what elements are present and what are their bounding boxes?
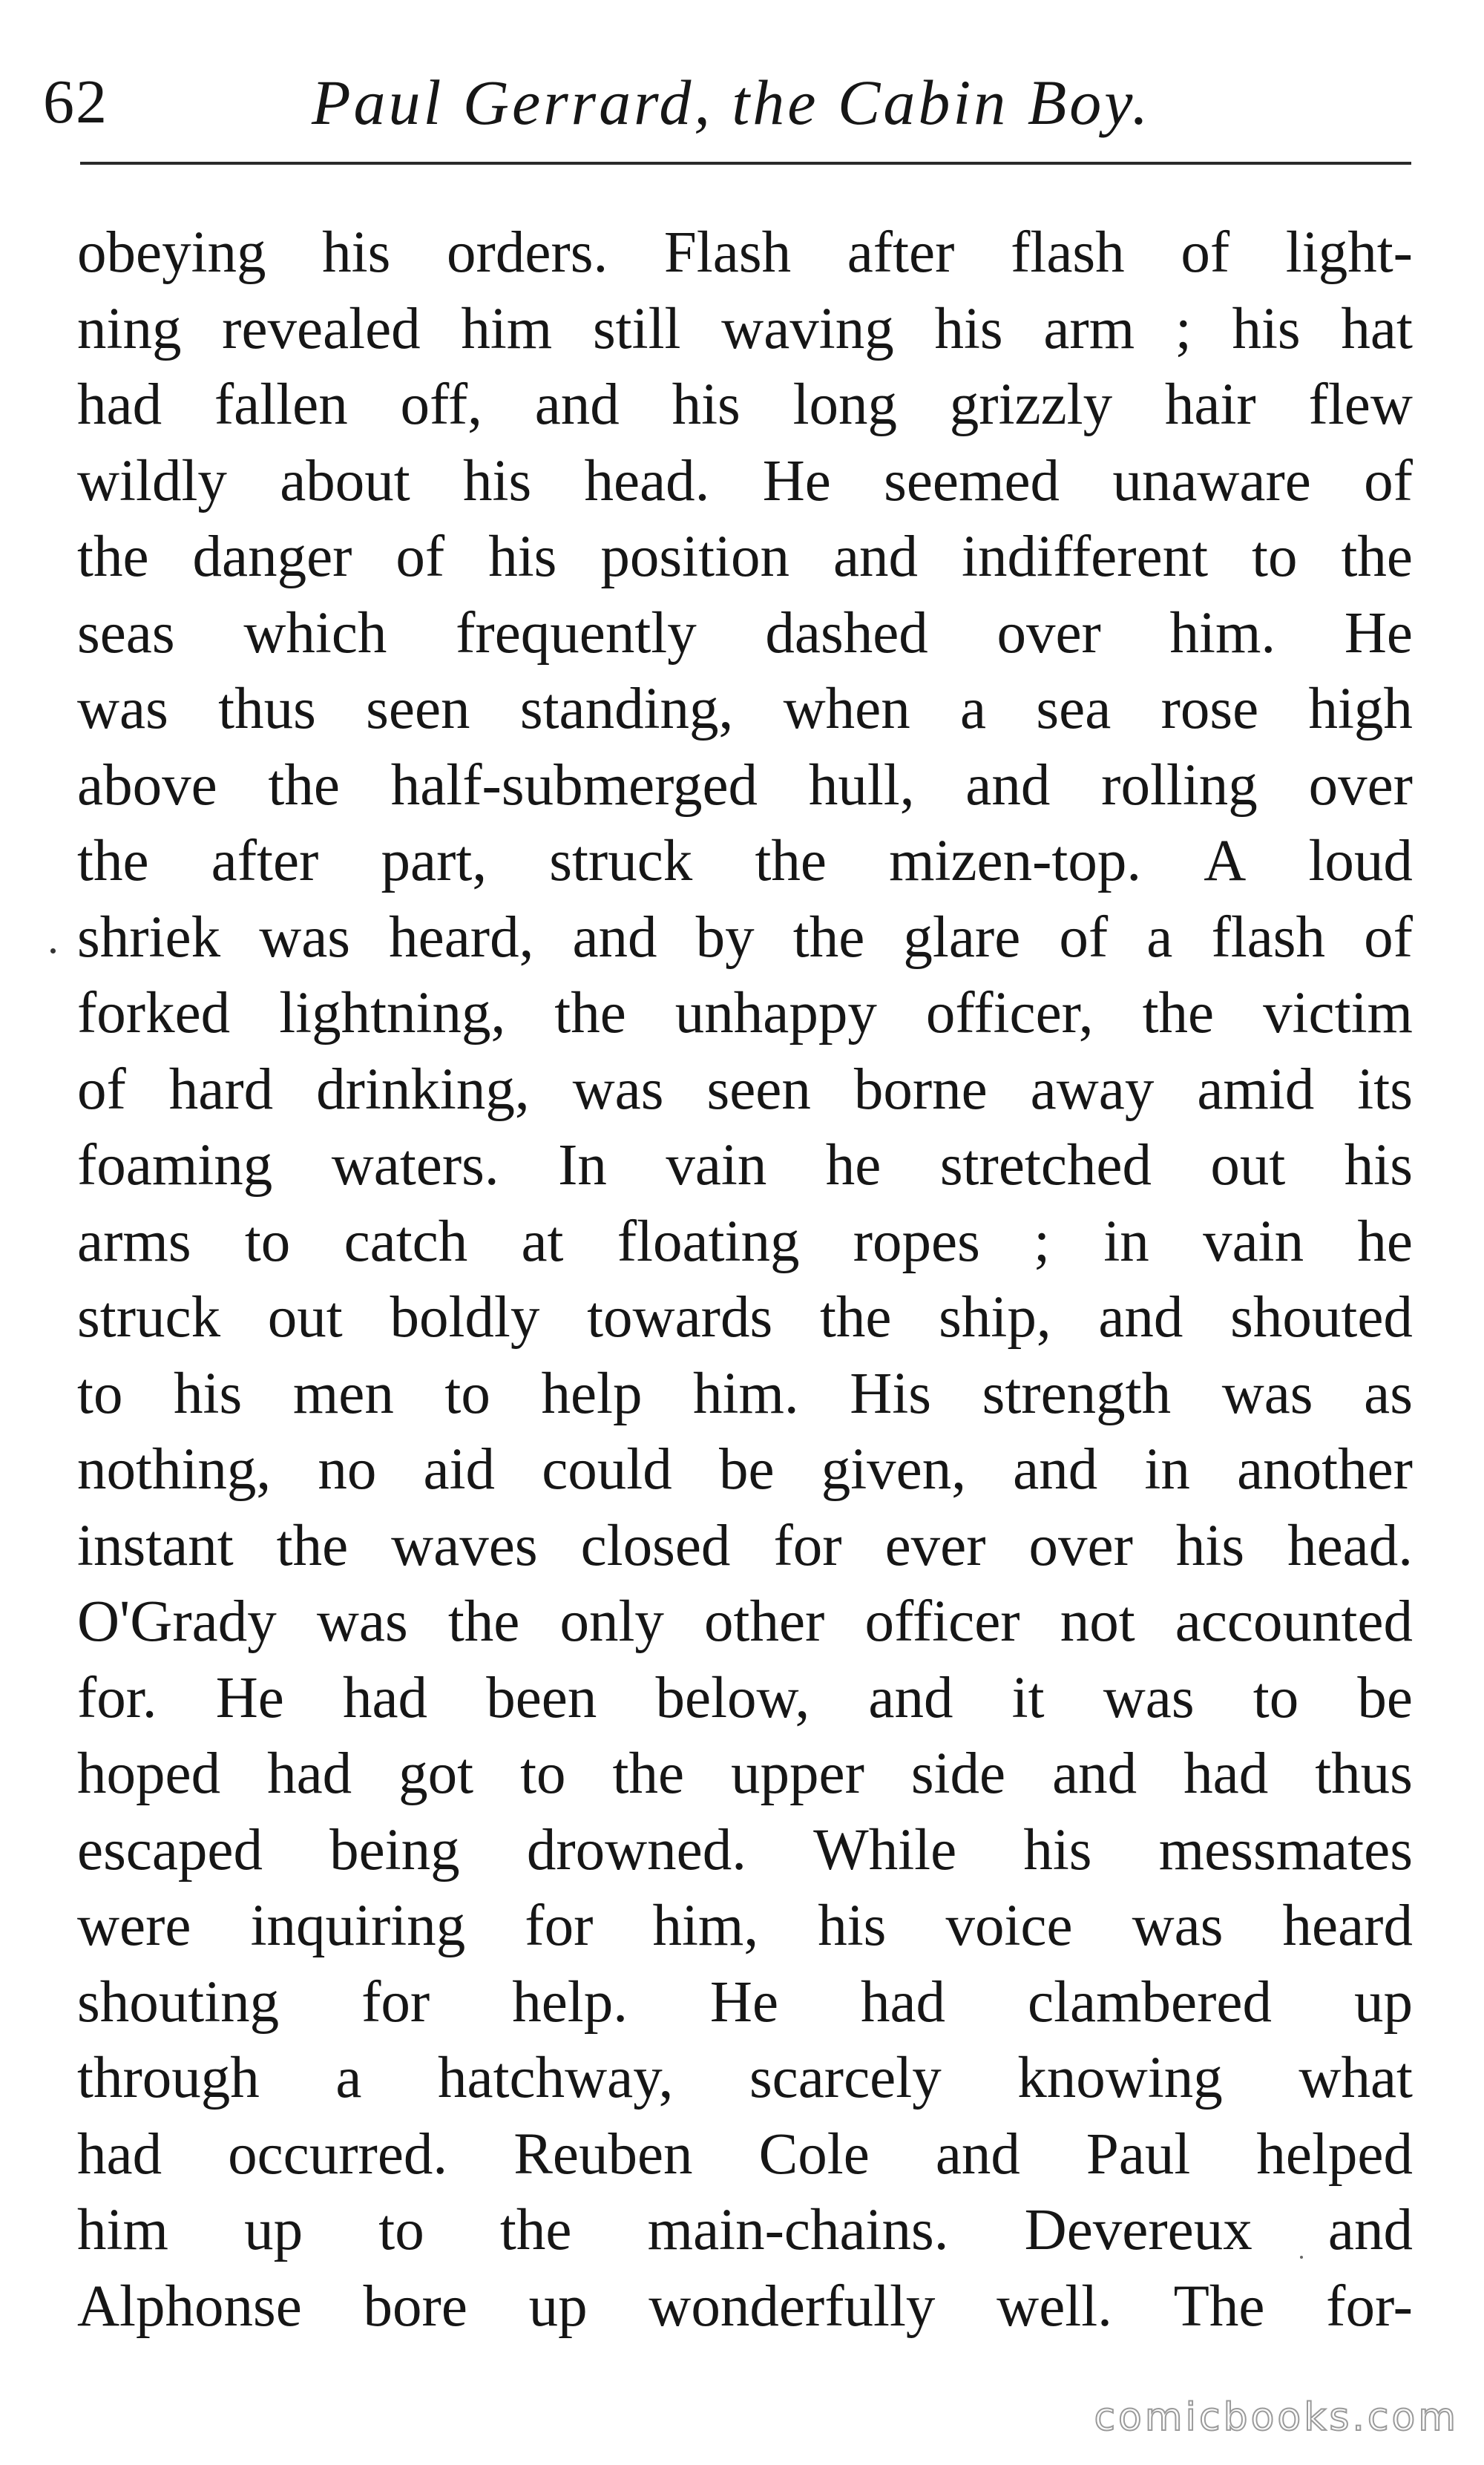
word: only <box>559 1589 664 1654</box>
word: for. <box>77 1665 157 1730</box>
word: the <box>819 1285 892 1350</box>
word: fallen <box>214 372 348 437</box>
word: to <box>77 1361 123 1426</box>
word: officer, <box>925 981 1094 1046</box>
text-line <box>77 1813 1413 1889</box>
word: his <box>1344 1133 1413 1198</box>
word: the <box>276 1513 349 1578</box>
word: While <box>813 1817 957 1883</box>
text-line <box>77 2269 1413 2346</box>
word: ; <box>1175 296 1192 361</box>
word: the <box>554 981 626 1046</box>
header-rule <box>80 162 1411 165</box>
word: high <box>1308 677 1413 741</box>
text-line <box>77 976 1413 1052</box>
word: Paul <box>1086 2121 1191 2187</box>
word: another <box>1237 1437 1413 1502</box>
word: below, <box>655 1665 810 1730</box>
word: glare <box>903 905 1021 970</box>
word: side <box>910 1742 1006 1806</box>
word: for <box>773 1513 842 1578</box>
word: ship, <box>939 1285 1051 1350</box>
word: over <box>1308 752 1413 818</box>
word: his <box>322 220 391 285</box>
word: to <box>1252 1665 1299 1730</box>
text-line <box>77 444 1413 520</box>
word: what <box>1298 2046 1413 2110</box>
word: indifferent <box>962 525 1209 589</box>
word: no <box>318 1437 377 1502</box>
word: had <box>1183 1742 1269 1806</box>
word: and <box>572 905 657 970</box>
word: which <box>243 600 387 666</box>
word: through <box>77 2046 260 2110</box>
word: was <box>1103 1665 1195 1730</box>
word: away <box>1030 1057 1155 1122</box>
word: of <box>1364 448 1413 513</box>
word: had <box>77 372 162 437</box>
word: hoped <box>77 1742 221 1806</box>
word: was <box>77 677 168 741</box>
word: help. <box>512 1969 628 2035</box>
word: waters. <box>331 1133 499 1198</box>
word: helped <box>1256 2121 1413 2187</box>
word: flash <box>1011 220 1125 285</box>
word: He <box>762 448 831 513</box>
word: rose <box>1160 677 1259 741</box>
word: officer <box>864 1589 1020 1654</box>
word: In <box>558 1133 607 1198</box>
word: hull, <box>808 752 915 818</box>
word: the <box>77 829 149 893</box>
word: loud <box>1308 829 1413 893</box>
word: struck <box>549 829 693 893</box>
word: Alphonse <box>77 2274 302 2339</box>
word: mizen-top. <box>889 829 1142 893</box>
text-line <box>77 1661 1413 1737</box>
word: voice <box>945 1894 1073 1958</box>
word: to <box>1252 525 1298 589</box>
text-line <box>77 292 1413 368</box>
word: foaming <box>77 1133 273 1198</box>
word: seemed <box>884 448 1060 513</box>
word: was <box>259 905 351 970</box>
word: forked <box>77 981 231 1046</box>
word: him. <box>693 1361 799 1426</box>
word: by <box>695 905 755 970</box>
text-line <box>77 596 1413 672</box>
word: dashed <box>765 600 928 666</box>
word: men <box>292 1361 394 1426</box>
word: and <box>868 1665 953 1730</box>
word: drinking, <box>316 1057 530 1122</box>
body-text <box>77 215 1413 2345</box>
word: him. <box>1169 600 1276 666</box>
word: up <box>244 2198 303 2262</box>
word: the <box>612 1742 685 1806</box>
text-line <box>77 1052 1413 1129</box>
word: him <box>461 296 553 361</box>
word: wildly <box>77 448 227 513</box>
text-line <box>77 748 1413 824</box>
word: was <box>1221 1361 1313 1426</box>
text-line <box>77 1509 1413 1585</box>
word: be <box>1357 1665 1413 1730</box>
word: and <box>1327 2198 1413 2262</box>
word: instant <box>77 1513 234 1578</box>
word: off, <box>400 372 482 437</box>
word: up <box>528 2274 588 2339</box>
word: boldly <box>390 1285 540 1350</box>
word: O'Grady <box>77 1589 277 1654</box>
word: his <box>672 372 741 437</box>
word: The <box>1173 2274 1265 2339</box>
word: his <box>488 525 557 589</box>
word: after <box>211 829 319 893</box>
word: main-chains. <box>647 2198 949 2262</box>
word: heard <box>1282 1894 1413 1958</box>
watermark: comicbooks.com <box>1094 2395 1459 2440</box>
word: obeying <box>77 220 266 285</box>
word: waves <box>391 1513 538 1578</box>
word: catch <box>344 1209 468 1274</box>
word: the <box>499 2198 572 2262</box>
word: He <box>709 1969 779 2035</box>
word: thus <box>218 677 316 741</box>
text-line <box>77 1204 1413 1281</box>
text-line <box>77 215 1413 292</box>
word: His <box>850 1361 932 1426</box>
word: Cole <box>758 2121 870 2187</box>
word: its <box>1357 1057 1413 1122</box>
word: to <box>520 1742 566 1806</box>
word: seen <box>366 677 470 741</box>
word: flew <box>1308 372 1413 437</box>
word: in <box>1103 1209 1149 1274</box>
word: aid <box>423 1437 496 1502</box>
text-line <box>77 824 1413 900</box>
word: other <box>704 1589 825 1654</box>
text-line <box>77 672 1413 748</box>
word: danger <box>192 525 352 589</box>
word: the <box>447 1589 520 1654</box>
word: unhappy <box>674 981 877 1046</box>
text-line <box>77 2041 1413 2117</box>
text-line <box>77 1280 1413 1356</box>
word: the <box>1142 981 1215 1046</box>
word: drowned. <box>526 1817 747 1883</box>
word: position <box>600 525 789 589</box>
word: of <box>1181 220 1230 285</box>
word: and <box>534 372 620 437</box>
word: He <box>215 1665 284 1730</box>
word: got <box>398 1742 474 1806</box>
word: to <box>378 2198 424 2262</box>
word: ning <box>77 296 182 361</box>
word: a <box>960 677 987 741</box>
word: his <box>818 1894 887 1958</box>
word: standing, <box>519 677 734 741</box>
word: strength <box>982 1361 1172 1426</box>
word: arm <box>1043 296 1135 361</box>
word: and <box>1052 1742 1137 1806</box>
word: as <box>1364 1361 1413 1426</box>
word: could <box>542 1437 672 1502</box>
word: grizzly <box>949 372 1113 437</box>
word: scarcely <box>749 2046 942 2110</box>
word: the <box>792 905 865 970</box>
word: after <box>847 220 955 285</box>
word: it <box>1011 1665 1045 1730</box>
text-line <box>77 1888 1413 1965</box>
word: for <box>525 1894 594 1958</box>
word: at <box>521 1209 564 1274</box>
word: He <box>1344 600 1413 666</box>
word: long <box>792 372 898 437</box>
word: half-submerged <box>390 752 758 818</box>
word: nothing, <box>77 1437 272 1502</box>
word: frequently <box>456 600 697 666</box>
margin-speck <box>50 948 56 953</box>
word: of <box>395 525 445 589</box>
word: light- <box>1285 220 1413 285</box>
word: shouted <box>1230 1285 1413 1350</box>
word: Flash <box>663 220 792 285</box>
word: him, <box>652 1894 759 1958</box>
word: still <box>592 296 681 361</box>
word: for- <box>1326 2274 1413 2339</box>
word: to <box>444 1361 490 1426</box>
word: rolling <box>1101 752 1258 818</box>
text-line <box>77 367 1413 444</box>
word: out <box>1210 1133 1286 1198</box>
text-line <box>77 1356 1413 1433</box>
word: was <box>316 1589 408 1654</box>
word: struck <box>77 1285 221 1350</box>
word: A <box>1204 829 1247 893</box>
word: hair <box>1164 372 1256 437</box>
word: over <box>997 600 1101 666</box>
word: of <box>1059 905 1109 970</box>
word: shriek <box>77 905 221 970</box>
running-title: Paul Gerrard, the Cabin Boy. <box>312 67 1152 138</box>
page-speck <box>1300 2256 1303 2259</box>
word: accounted <box>1175 1589 1413 1654</box>
word: were <box>77 1894 191 1958</box>
word: floating <box>617 1209 800 1274</box>
word: his <box>1232 296 1301 361</box>
text-line <box>77 519 1413 596</box>
text-line <box>77 900 1413 977</box>
word: vain <box>666 1133 767 1198</box>
word: bore <box>363 2274 467 2339</box>
word: and <box>1013 1437 1098 1502</box>
word: had <box>77 2121 162 2187</box>
word: ever <box>884 1513 986 1578</box>
word: stretched <box>939 1133 1152 1198</box>
word: had <box>267 1742 352 1806</box>
word: his <box>1023 1817 1092 1883</box>
word: revealed <box>222 296 421 361</box>
word: his <box>934 296 1003 361</box>
word: for <box>361 1969 430 2035</box>
text-line <box>77 1965 1413 2041</box>
word: victim <box>1263 981 1413 1046</box>
word: inquiring <box>250 1894 466 1958</box>
word: part, <box>381 829 487 893</box>
word: about <box>280 448 410 513</box>
word: and <box>833 525 919 589</box>
word: the <box>1341 525 1413 589</box>
word: the <box>755 829 827 893</box>
word: wonderfully <box>649 2274 936 2339</box>
word: the <box>77 525 149 589</box>
word: be <box>718 1437 775 1502</box>
word: hat <box>1341 296 1413 361</box>
word: up <box>1353 1969 1413 2035</box>
running-header <box>0 52 1484 163</box>
word: the <box>268 752 340 818</box>
word: seen <box>706 1057 811 1122</box>
word: a <box>335 2046 362 2110</box>
word: and <box>965 752 1051 818</box>
word: borne <box>853 1057 988 1122</box>
word: flash <box>1211 905 1326 970</box>
word: his <box>1175 1513 1245 1578</box>
word: messmates <box>1158 1817 1413 1883</box>
text-line <box>77 1584 1413 1661</box>
text-line <box>77 1736 1413 1813</box>
text-line <box>77 1432 1413 1509</box>
word: out <box>267 1285 343 1350</box>
word: ; <box>1034 1209 1051 1274</box>
word: seas <box>77 600 175 666</box>
word: orders. <box>447 220 608 285</box>
word: when <box>783 677 910 741</box>
word: to <box>244 1209 291 1274</box>
page-number: 62 <box>43 68 108 137</box>
word: he <box>825 1133 881 1198</box>
word: hard <box>168 1057 274 1122</box>
word: given, <box>821 1437 966 1502</box>
word: knowing <box>1017 2046 1223 2110</box>
word: waving <box>721 296 894 361</box>
word: arms <box>77 1209 191 1274</box>
word: escaped <box>77 1817 263 1883</box>
word: hatchway, <box>438 2046 674 2110</box>
text-line <box>77 2193 1413 2269</box>
word: a <box>1146 905 1173 970</box>
word: being <box>329 1817 460 1883</box>
word: had <box>342 1665 428 1730</box>
word: sea <box>1036 677 1112 741</box>
word: head. <box>1287 1513 1413 1578</box>
word: thus <box>1315 1742 1413 1806</box>
word: was <box>572 1057 664 1122</box>
word: above <box>77 752 217 818</box>
word: in <box>1144 1437 1190 1502</box>
word: unaware <box>1112 448 1311 513</box>
word: his <box>174 1361 243 1426</box>
word: him <box>77 2198 168 2262</box>
word: had <box>860 1969 946 2035</box>
word: help <box>541 1361 643 1426</box>
word: towards <box>587 1285 773 1350</box>
word: of <box>77 1057 126 1122</box>
word: closed <box>580 1513 731 1578</box>
word: amid <box>1197 1057 1315 1122</box>
text-line <box>77 2117 1413 2193</box>
word: Reuben <box>513 2121 693 2187</box>
word: occurred. <box>228 2121 448 2187</box>
word: of <box>1364 905 1413 970</box>
word: and <box>1098 1285 1183 1350</box>
word: and <box>935 2121 1020 2187</box>
word: lightning, <box>279 981 506 1046</box>
word: upper <box>731 1742 864 1806</box>
word: his <box>463 448 532 513</box>
word: Devereux <box>1024 2198 1252 2262</box>
word: vain <box>1203 1209 1304 1274</box>
word: been <box>486 1665 597 1730</box>
text-line <box>77 1128 1413 1204</box>
word: not <box>1060 1589 1135 1654</box>
word: he <box>1357 1209 1413 1274</box>
word: well. <box>997 2274 1112 2339</box>
word: heard, <box>389 905 534 970</box>
word: clambered <box>1028 1969 1272 2035</box>
word: head. <box>584 448 710 513</box>
word: shouting <box>77 1969 280 2035</box>
word: was <box>1132 1894 1224 1958</box>
word: over <box>1028 1513 1133 1578</box>
word: ropes <box>853 1209 980 1274</box>
